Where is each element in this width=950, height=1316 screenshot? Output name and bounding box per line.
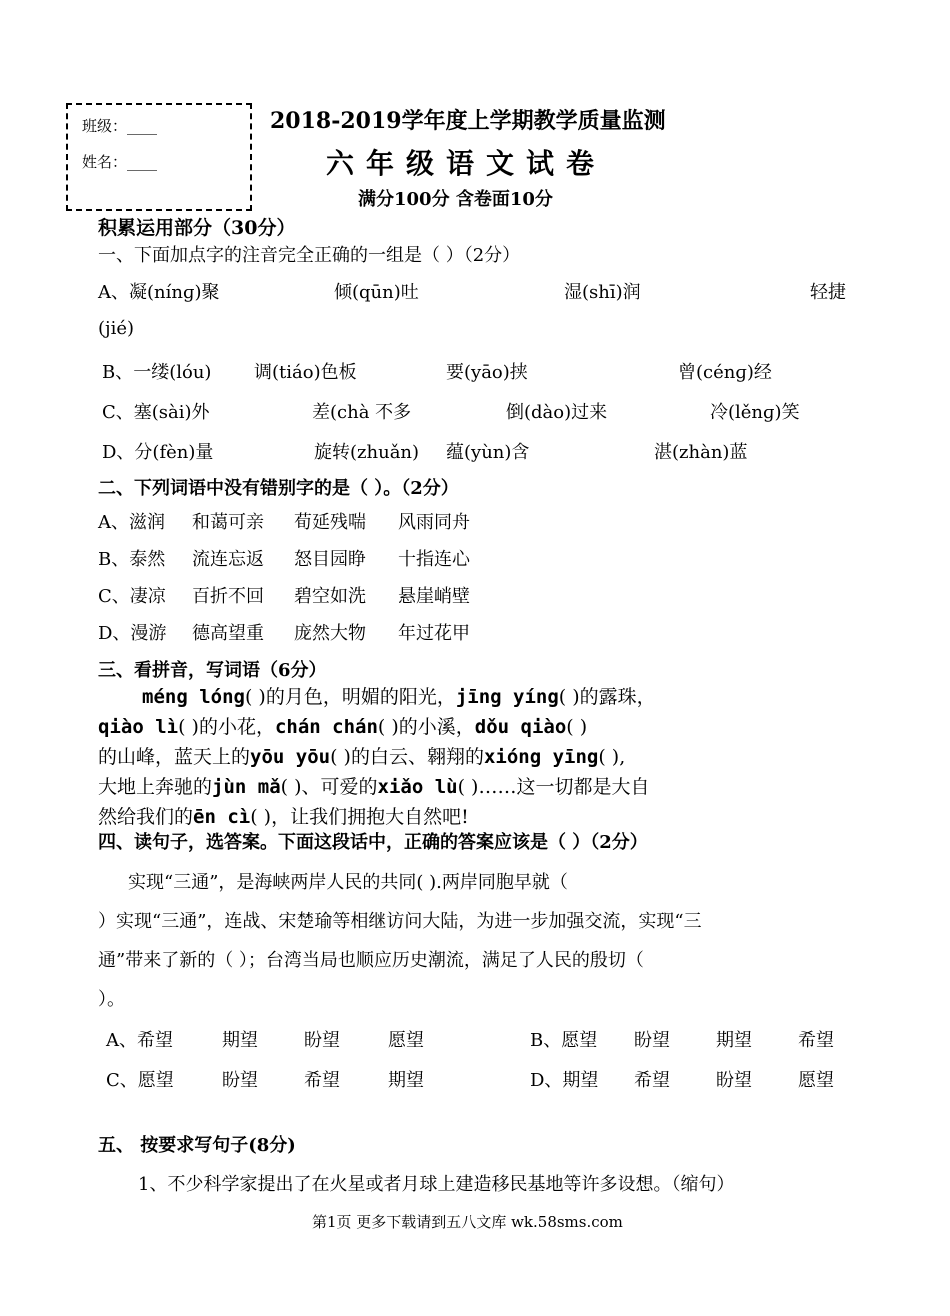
q1-option-c3: 倒(dào)过来 (506, 402, 608, 423)
q3-text: 然给我们的 (98, 806, 194, 828)
q3-passage (98, 682, 878, 832)
student-info-box (66, 103, 252, 211)
q3-text: ( )……这一切都是大自 (457, 776, 650, 798)
q2-c-3: 碧空如洗 (294, 586, 366, 607)
q2-a-2: 和蔼可亲 (192, 512, 264, 533)
q2-stem: 二、下列词语中没有错别字的是（ ）。（2分） (98, 478, 459, 499)
q4-d-4: 愿望 (798, 1070, 834, 1091)
q3-text: ( ), (598, 746, 626, 768)
q1-option-c4: 冷(lěnɡ)笑 (710, 402, 800, 423)
exam-title: 2018-2019学年度上学期教学质量监测 (270, 108, 666, 134)
q1-option-d4: 湛(zhàn)蓝 (654, 442, 748, 463)
pinyin-youyou: yōu yōu (250, 746, 331, 768)
q4-c-1: C、愿望 (106, 1070, 174, 1091)
pinyin-menglong: méng lóng (142, 686, 245, 708)
q1-option-b4: 曾(cénɡ)经 (678, 362, 772, 383)
q2-a-3: 荀延残喘 (294, 512, 366, 533)
q3-text: ( )的小花， (178, 716, 275, 738)
score-note: 满分100分 含卷面10分 (358, 189, 553, 210)
q4-a-1: A、希望 (106, 1030, 173, 1051)
q4-b-1: B、愿望 (530, 1030, 598, 1051)
q1-option-d2: 旋转(zhuǎn) (314, 442, 420, 463)
q3-text: ( ) (566, 716, 588, 738)
q3-text: ( )的月色，明媚的阳光， (244, 686, 456, 708)
pinyin-enci: ēn cì (193, 806, 251, 828)
q2-d-2: 德高望重 (192, 623, 264, 644)
q1-option-d1: D、分(fèn)量 (102, 442, 214, 463)
q1-option-c1: C、塞(sài)外 (102, 402, 210, 423)
pinyin-chanchan: chán chán (274, 716, 378, 738)
q3-text: ( )，让我们拥抱大自然吧! (250, 806, 469, 828)
pinyin-junma: jùn mǎ (212, 776, 281, 798)
name-label: 姓名：____ (82, 153, 158, 171)
q2-a-1: A、滋润 (98, 512, 165, 533)
q1-option-a-cont: (jié) (98, 318, 135, 339)
q2-b-4: 十指连心 (398, 549, 470, 570)
q2-a-4: 风雨同舟 (398, 512, 470, 533)
q1-option-a3: 湿(shī)润 (564, 282, 641, 303)
q3-text: ( )、可爱的 (280, 776, 378, 798)
exam-subtitle: 六年级语文试卷 (326, 147, 607, 180)
q4-para-line4: ）。 (98, 989, 125, 1010)
q2-d-4: 年过花甲 (398, 623, 470, 644)
q5-stem: 五、 按要求写句子(8分) (98, 1135, 296, 1156)
q3-stem: 三、看拼音，写词语（6分） (98, 660, 327, 681)
q4-a-4: 愿望 (388, 1030, 424, 1051)
page-footer: 第1页 更多下载请到五八文库 wk.58sms.com (312, 1213, 623, 1231)
q3-text: ( )的小溪， (377, 716, 475, 738)
q1-option-c2: 差(chà 不多 (312, 402, 412, 423)
q2-c-1: C、凄凉 (98, 586, 166, 607)
q3-text: 大地上奔驰的 (98, 776, 213, 798)
q2-b-3: 怒目园睁 (294, 549, 366, 570)
q1-option-a4: 轻捷 (810, 282, 846, 303)
q4-para-line3: 通”带来了新的（ ）；台湾当局也顺应历史潮流，满足了人民的殷切（ (98, 950, 644, 971)
q1-option-b1: B、一缕(lóu) (102, 362, 212, 383)
q4-d-3: 盼望 (716, 1070, 752, 1091)
q2-b-1: B、泰然 (98, 549, 166, 570)
q2-d-3: 庞然大物 (294, 623, 366, 644)
q5-item1: 1、不少科学家提出了在火星或者月球上建造移民基地等许多设想。（缩句） (138, 1174, 735, 1195)
q4-d-1: D、期望 (530, 1070, 599, 1091)
q4-c-3: 希望 (304, 1070, 340, 1091)
pinyin-douqiao: dǒu qiào (474, 716, 567, 738)
pinyin-jingying: jīng yíng (455, 686, 559, 708)
pinyin-xiongying: xióng yīng (483, 746, 599, 768)
q1-option-a1: A、凝(nínɡ)聚 (98, 282, 220, 303)
q4-d-2: 希望 (634, 1070, 670, 1091)
q1-option-b3: 要(yāo)挟 (446, 362, 528, 383)
pinyin-qiaoli: qiào lì (98, 716, 179, 738)
q2-b-2: 流连忘返 (192, 549, 264, 570)
q2-c-2: 百折不回 (192, 586, 264, 607)
q4-para-line1: 实现“三通”，是海峡两岸人民的共同( ).两岸同胞早就（ (128, 872, 568, 893)
q3-text: 的山峰，蓝天上的 (98, 746, 251, 768)
q4-a-2: 期望 (222, 1030, 258, 1051)
q4-b-2: 盼望 (634, 1030, 670, 1051)
q4-stem: 四、读句子，选答案。下面这段话中，正确的答案应该是（ ）（2分） (98, 832, 648, 853)
q3-text: ( )的露珠， (558, 686, 656, 708)
q1-option-b2: 调(tiáo)色板 (254, 362, 357, 383)
q4-b-4: 希望 (798, 1030, 834, 1051)
q4-a-3: 盼望 (304, 1030, 340, 1051)
q3-text: ( )的白云、翱翔的 (330, 746, 484, 768)
q1-stem: 一、下面加点字的注音完全正确的一组是（ ）（2分） (98, 245, 521, 266)
q4-b-3: 期望 (716, 1030, 752, 1051)
q2-c-4: 悬崖峭壁 (398, 586, 470, 607)
pinyin-xiaolu: xiǎo lù (377, 776, 458, 798)
q4-para-line2: ）实现“三通”，连战、宋楚瑜等相继访问大陆，为进一步加强交流，实现“三 (98, 911, 702, 932)
class-label: 班级：____ (82, 117, 158, 135)
q2-d-1: D、漫游 (98, 623, 167, 644)
q1-option-d3: 蕴(yùn)含 (446, 442, 530, 463)
q4-c-4: 期望 (388, 1070, 424, 1091)
q4-c-2: 盼望 (222, 1070, 258, 1091)
q1-option-a2: 倾(qūn)吐 (334, 282, 419, 303)
part1-heading: 积累运用部分（30分） (98, 217, 296, 239)
